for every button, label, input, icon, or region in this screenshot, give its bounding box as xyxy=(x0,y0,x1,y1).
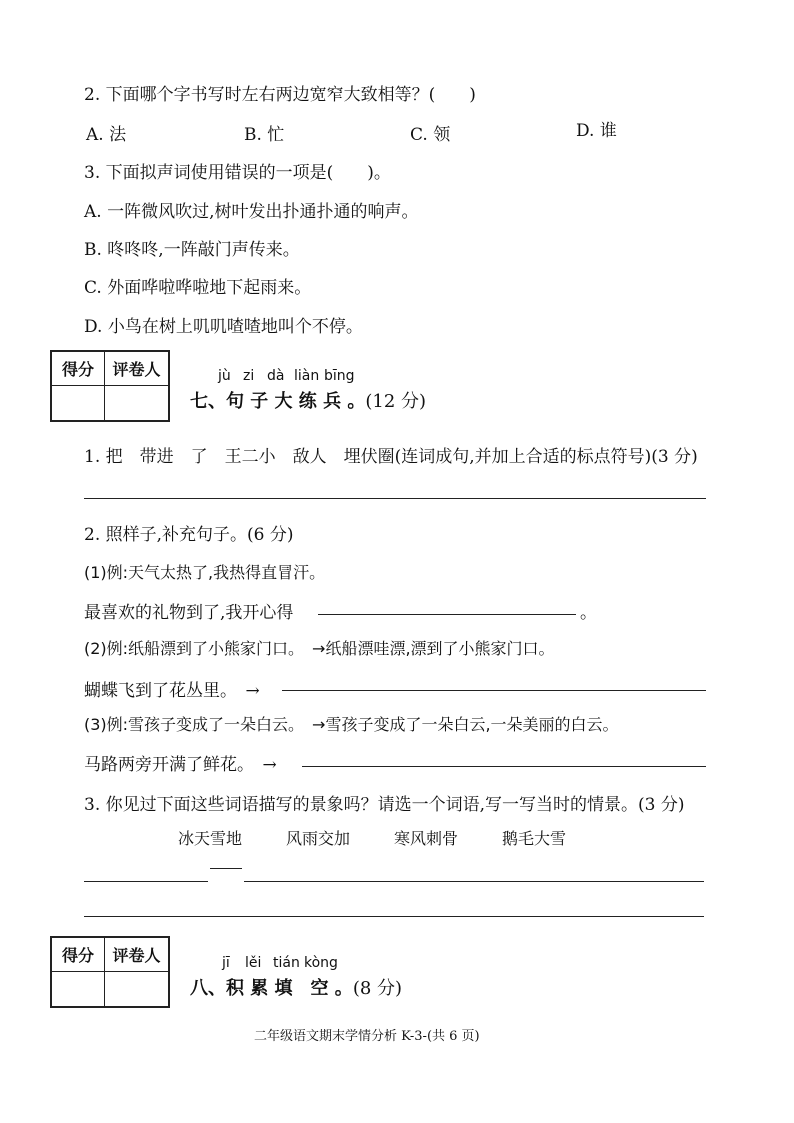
q2-option-c: C. 领 xyxy=(410,125,451,145)
score-box-section8 xyxy=(50,936,170,1008)
section8-title xyxy=(190,974,402,1000)
s7-q3-word-choice-line[interactable] xyxy=(210,868,242,869)
s7-q2-example2: (2)例:纸船漂到了小熊家门口。 →纸船漂哇漂,漂到了小熊家门口。 xyxy=(84,639,555,658)
q3-option-c: C. 外面哗啦哗啦地下起雨来。 xyxy=(84,278,312,298)
s7-q3-word-3: 寒风刺骨 xyxy=(394,829,459,848)
s7-q2-fill3-line[interactable] xyxy=(302,766,706,767)
grader-label-8: 评卷人 xyxy=(105,937,170,971)
page-footer: 二年级语文期末学情分析 K-3-(共 6 页) xyxy=(254,1029,480,1044)
section8-points: (8 分) xyxy=(352,978,403,999)
pinyin-bing: bīng xyxy=(324,368,355,384)
score-cell[interactable] xyxy=(51,385,105,421)
s7-q2-fill1-line[interactable] xyxy=(318,614,576,615)
grader-cell[interactable] xyxy=(105,385,170,421)
s7-q3-word-2: 风雨交加 xyxy=(286,829,351,848)
q3-option-a: A. 一阵微风吹过,树叶发出扑通扑通的响声。 xyxy=(84,202,419,222)
s7-q3-answer-line-1a[interactable] xyxy=(84,881,208,882)
pinyin-da: dà xyxy=(267,368,285,384)
score-cell-8[interactable] xyxy=(51,971,105,1007)
s7-q2-example3: (3)例:雪孩子变成了一朵白云。 →雪孩子变成了一朵白云,一朵美丽的白云。 xyxy=(84,715,619,734)
pinyin-ji: jī xyxy=(222,955,230,971)
grader-label: 评卷人 xyxy=(105,351,170,385)
score-label-8: 得分 xyxy=(51,937,105,971)
q2-option-d: D. 谁 xyxy=(576,121,617,141)
s7-q1-answer-line[interactable] xyxy=(84,498,706,499)
s7-q1-stem: 1. 把 带进 了 王二小 敌人 埋伏圈(连词成句,并加上合适的标点符号)(3 分) xyxy=(84,447,698,467)
score-box-section7 xyxy=(50,350,170,422)
s7-q2-example1: (1)例:天气太热了,我热得直冒汗。 xyxy=(84,563,326,582)
pinyin-tian: tián xyxy=(273,955,300,971)
s7-q3-stem: 3. 你见过下面这些词语描写的景象吗？请选一个词语,写一写当时的情景。(3 分) xyxy=(84,795,685,815)
pinyin-ju: jù xyxy=(218,368,231,384)
s7-q2-fill1-end: 。 xyxy=(580,603,597,623)
q2-stem: 2. 下面哪个字书写时左右两边宽窄大致相等？( ) xyxy=(84,85,476,105)
score-label: 得分 xyxy=(51,351,105,385)
grader-cell-8[interactable] xyxy=(105,971,170,1007)
q2-option-b: B. 忙 xyxy=(244,125,285,145)
section7-points: (12 分) xyxy=(365,391,427,412)
pinyin-zi: zi xyxy=(243,368,255,384)
s7-q2-fill2-line[interactable] xyxy=(282,690,706,691)
s7-q3-answer-line-1b[interactable] xyxy=(244,881,704,882)
s7-q2-stem: 2. 照样子,补充句子。(6 分) xyxy=(84,525,294,545)
pinyin-lei: lěi xyxy=(245,955,262,971)
s7-q3-word-4: 鹅毛大雪 xyxy=(502,829,567,848)
s7-q2-fill3: 马路两旁开满了鲜花。 → xyxy=(84,755,277,775)
section7-title xyxy=(190,387,426,413)
pinyin-kong: kòng xyxy=(304,955,338,971)
pinyin-lian: liàn xyxy=(294,368,320,384)
section8-title-text: 八、积 累 填 空 。 xyxy=(190,978,353,999)
q2-option-a: A. 法 xyxy=(86,125,127,145)
s7-q2-fill2: 蝴蝶飞到了花丛里。 → xyxy=(84,681,260,701)
q3-stem: 3. 下面拟声词使用错误的一项是( )。 xyxy=(84,163,391,183)
q3-option-b: B. 咚咚咚,一阵敲门声传来。 xyxy=(84,240,300,260)
section7-title-text: 七、句 子 大 练 兵 。 xyxy=(190,391,366,412)
s7-q2-fill1: 最喜欢的礼物到了,我开心得 xyxy=(84,603,294,623)
q3-option-d: D. 小鸟在树上叽叽喳喳地叫个不停。 xyxy=(84,317,363,337)
s7-q3-answer-line-2[interactable] xyxy=(84,916,704,917)
s7-q3-word-1: 冰天雪地 xyxy=(178,829,243,848)
